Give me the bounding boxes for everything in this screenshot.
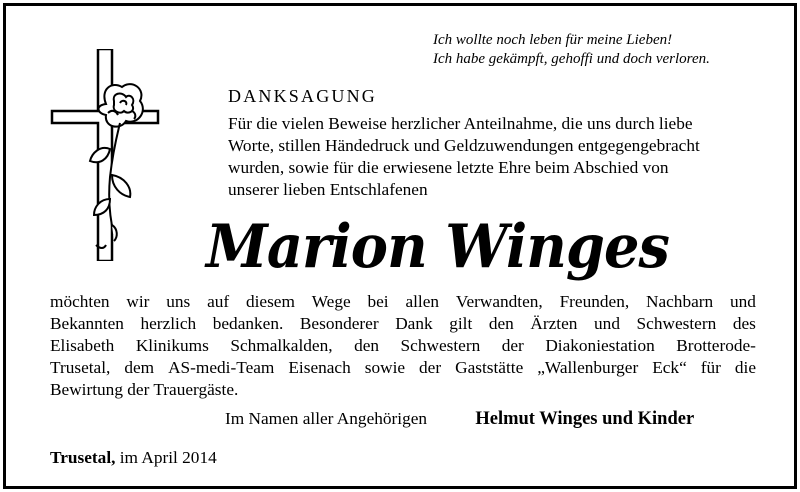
word: herzlich (140, 314, 197, 333)
motto-quote (433, 31, 773, 69)
word: gilt (449, 314, 473, 333)
heading-danksagung: DANKSAGUNG (228, 86, 378, 106)
body-line (50, 335, 756, 357)
word: auf (207, 292, 230, 311)
word: bei (367, 292, 389, 311)
body-line (50, 291, 756, 313)
intro-line: wurden, sowie für die erwiesene letzte Ehre beim Abschied von (228, 158, 669, 177)
word: der (501, 336, 524, 355)
signature-prefix: Im Namen aller Angehörigen (225, 409, 428, 428)
word: Bekannten (50, 314, 124, 333)
obituary-card (3, 3, 797, 489)
word: den (488, 314, 514, 333)
word: möchten (50, 292, 110, 311)
word: Nachbarn (645, 292, 714, 311)
intro-line: unserer lieben Entschlafenen (228, 180, 428, 199)
cross-with-rose-icon (50, 49, 162, 261)
word: Brotterode- (676, 336, 756, 355)
word: des (732, 314, 756, 333)
word: bedanken. (212, 314, 284, 333)
word: die (734, 358, 756, 377)
word: allen (405, 292, 440, 311)
word: Dank (395, 314, 433, 333)
word: Wege (311, 292, 351, 311)
deceased-name: Marion Winges (206, 212, 670, 282)
word: Ärzten (530, 314, 578, 333)
word: Eisenach (288, 358, 351, 377)
word: Freunden, (559, 292, 630, 311)
word: Eck“ (652, 358, 687, 377)
word: wir (126, 292, 150, 311)
word: und (729, 292, 756, 311)
word: Elisabeth (50, 336, 115, 355)
motto-line-2: Ich habe gekämpft, gehoffi und doch verloren. (433, 51, 710, 67)
motto-line-1: Ich wollte noch leben für meine Lieben! (433, 32, 673, 48)
word: „Wallenburger (537, 358, 639, 377)
word: Gaststätte (455, 358, 524, 377)
word: Verwandten, (455, 292, 543, 311)
intro-line: Für die vielen Beweise herzlicher Anteilnahme, die uns durch liebe (228, 114, 693, 133)
word: für (700, 358, 721, 377)
word: Diakoniestation (545, 336, 655, 355)
place-date-text: im April 2014 (115, 448, 217, 467)
word: Schwestern (636, 314, 717, 333)
word: sowie (364, 358, 406, 377)
body-line-text: Bewirtung der Trauergäste. (50, 380, 239, 399)
word: Schwestern (400, 336, 481, 355)
intro-paragraph (228, 113, 758, 201)
body-line (50, 379, 756, 401)
body-line (50, 357, 756, 379)
place-date (50, 448, 217, 468)
word: AS-medi-Team (168, 358, 275, 377)
signature-line (225, 409, 765, 430)
word: Schmalkalden, (230, 336, 333, 355)
intro-line: Worte, stillen Händedruck und Geldzuwendungen entgegengebracht (228, 136, 700, 155)
word: diesem (245, 292, 295, 311)
word: Klinikums (135, 336, 209, 355)
body-paragraph (50, 291, 756, 401)
word: Trusetal, (50, 358, 111, 377)
word: der (419, 358, 442, 377)
signature-names: Helmut Winges und Kinder (475, 409, 695, 429)
word: Besonderer (299, 314, 379, 333)
word: uns (166, 292, 191, 311)
place-town: Trusetal, (50, 448, 116, 467)
word: dem (124, 358, 155, 377)
word: und (594, 314, 620, 333)
word: den (354, 336, 380, 355)
body-line (50, 313, 756, 335)
